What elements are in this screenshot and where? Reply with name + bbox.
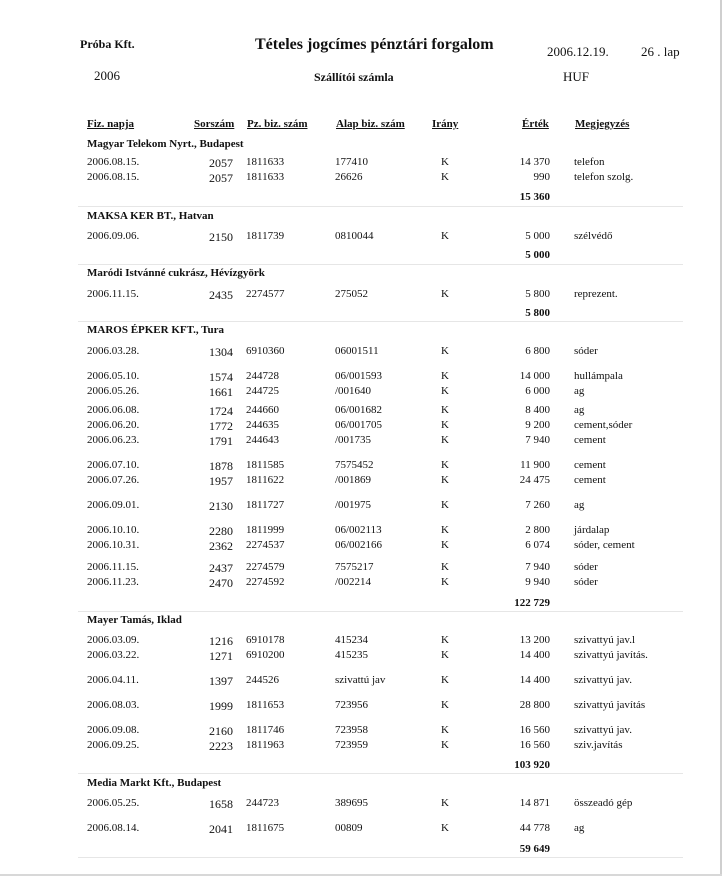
table-row [0,739,722,753]
cell-megjegyzes: ag [574,385,585,397]
cell-irany: K [441,674,449,686]
cell-alap: 415234 [335,634,368,646]
cell-irany: K [441,345,449,357]
cell-ertek: 6 800 [525,345,550,357]
col-header-megjegyzes: Megjegyzés [575,118,630,130]
cell-date: 2006.05.26. [87,385,140,397]
cell-irany: K [441,822,449,834]
table-row [0,674,722,688]
cell-ertek: 6 000 [525,385,550,397]
report-subtitle: Szállítói számla [314,70,394,84]
cell-irany: K [441,649,449,661]
cell-irany: K [441,171,449,183]
cell-alap: 06/001593 [335,370,383,382]
cell-megjegyzes: szivattyú jav.l [574,634,635,646]
cell-date: 2006.09.01. [87,499,140,511]
cell-sorszam: 1772 [209,419,233,433]
cell-date: 2006.04.11. [87,674,139,686]
cell-pz: 2274537 [246,539,285,551]
cell-ertek: 7 940 [525,434,550,446]
cell-sorszam: 2435 [209,288,233,302]
cell-alap: 00809 [335,822,363,834]
cell-alap: 06/001705 [335,419,383,431]
table-row [0,822,722,836]
group-total: 15 360 [519,191,550,203]
cell-date: 2006.06.23. [87,434,140,446]
cell-irany: K [441,474,449,486]
page-number: 26 . lap [641,44,680,59]
cell-ertek: 9 200 [525,419,550,431]
cell-pz: 1811585 [246,459,285,471]
col-header-irany: Irány [432,118,459,130]
cell-alap: 415235 [335,649,368,661]
cell-ertek: 2 800 [525,524,550,536]
cell-sorszam: 2160 [209,724,233,738]
cell-pz: 6910360 [246,345,285,357]
cell-ertek: 11 900 [520,459,550,471]
cell-ertek: 5 800 [525,288,550,300]
cell-pz: 1811746 [246,724,285,736]
cell-ertek: 14 400 [519,649,550,661]
cell-sorszam: 1574 [209,370,233,384]
cell-pz: 1811739 [246,230,285,242]
cell-sorszam: 2041 [209,822,233,836]
cell-pz: 2274577 [246,288,285,300]
cell-pz: 1811633 [246,171,285,183]
cell-ertek: 7 260 [525,499,550,511]
cell-sorszam: 1999 [209,699,233,713]
divider [78,857,683,858]
cell-sorszam: 2280 [209,524,233,538]
table-row [0,499,722,513]
cell-megjegyzes: szivattyú jav. [574,674,632,686]
cell-sorszam: 1957 [209,474,233,488]
col-header-ertek: Érték [522,118,549,130]
table-row [0,561,722,575]
cell-megjegyzes: telefon szolg. [574,171,634,183]
report-year: 2006 [94,68,120,83]
cell-sorszam: 1271 [209,649,233,663]
cell-date: 2006.03.28. [87,345,140,357]
cell-date: 2006.08.15. [87,156,140,168]
cell-alap: 06/002166 [335,539,383,551]
cell-pz: 1811963 [246,739,285,751]
cell-megjegyzes: járdalap [574,524,610,536]
cell-megjegyzes: cement,sóder [574,419,633,431]
cell-date: 2006.08.15. [87,171,140,183]
cell-megjegyzes: ag [574,404,585,416]
table-row [0,434,722,448]
cell-alap: 26626 [335,171,363,183]
cell-sorszam: 2150 [209,230,233,244]
cell-alap: 7575217 [335,561,374,573]
divider [78,264,683,265]
cell-megjegyzes: cement [574,434,606,446]
cell-megjegyzes: reprezent. [574,288,618,300]
group-title: MAKSA KER BT., Hatvan [87,210,214,222]
cell-pz: 244660 [246,404,279,416]
col-header-sorszam: Sorszám [194,118,235,130]
cell-pz: 1811999 [246,524,285,536]
cell-irany: K [441,499,449,511]
cell-sorszam: 1658 [209,797,233,811]
cell-megjegyzes: sóder [574,345,598,357]
cell-irany: K [441,156,449,168]
cell-date: 2006.05.25. [87,797,140,809]
cell-megjegyzes: szivattyú javítás. [574,649,648,661]
cell-date: 2006.05.10. [87,370,140,382]
table-row [0,171,722,185]
table-row [0,797,722,811]
cell-megjegyzes: sziv.javítás [574,739,623,751]
cell-date: 2006.11.23. [87,576,139,588]
cell-date: 2006.09.08. [87,724,140,736]
cell-pz: 244723 [246,797,279,809]
divider [78,206,683,207]
cell-sorszam: 1724 [209,404,233,418]
cell-irany: K [441,797,449,809]
cell-irany: K [441,385,449,397]
cell-date: 2006.08.14. [87,822,140,834]
cell-alap: 177410 [335,156,368,168]
cell-pz: 6910200 [246,649,285,661]
cell-alap: 723956 [335,699,368,711]
cell-pz: 244728 [246,370,279,382]
cell-date: 2006.03.09. [87,634,140,646]
company-name: Próba Kft. [80,37,135,51]
cell-pz: 2274592 [246,576,285,588]
cell-irany: K [441,459,449,471]
col-header-alap-biz-szam: Alap biz. szám [336,118,405,130]
cell-sorszam: 1878 [209,459,233,473]
cell-date: 2006.07.26. [87,474,140,486]
cell-megjegyzes: telefon [574,156,605,168]
cell-pz: 1811675 [246,822,285,834]
divider [78,611,683,612]
cell-irany: K [441,370,449,382]
cell-alap: /002214 [335,576,372,588]
table-row [0,634,722,648]
table-row [0,288,722,302]
cell-alap: /001869 [335,474,372,486]
cell-ertek: 14 400 [519,674,550,686]
group-total: 122 729 [514,597,550,609]
table-row [0,699,722,713]
cell-megjegyzes: cement [574,474,606,486]
cell-ertek: 13 200 [519,634,550,646]
cell-irany: K [441,724,449,736]
cell-sorszam: 1304 [209,345,233,359]
cell-ertek: 6 074 [525,539,550,551]
cell-ertek: 14 871 [519,797,550,809]
cell-irany: K [441,561,449,573]
cell-megjegyzes: cement [574,459,606,471]
table-row [0,474,722,488]
table-row [0,459,722,473]
cell-pz: 244643 [246,434,279,446]
cell-sorszam: 1661 [209,385,233,399]
cell-irany: K [441,230,449,242]
currency-label: HUF [563,69,590,84]
cell-alap: szivattú jav [335,674,386,686]
cell-megjegyzes: szélvédő [574,230,613,242]
col-header-fiz-napja: Fiz. napja [87,118,135,130]
table-row [0,230,722,244]
cell-alap: 06001511 [335,345,379,357]
group-title: Mayer Tamás, Iklad [87,614,182,626]
cell-alap: 389695 [335,797,368,809]
cell-megjegyzes: ag [574,822,585,834]
table-row [0,370,722,384]
group-title: Magyar Telekom Nyrt., Budapest [87,138,244,150]
cell-ertek: 14 370 [519,156,550,168]
cell-date: 2006.08.03. [87,699,140,711]
table-row [0,404,722,418]
cell-ertek: 14 000 [519,370,550,382]
cell-irany: K [441,539,449,551]
cell-irany: K [441,404,449,416]
group-title: Maródi Istvánné cukrász, Hévízgyörk [87,267,265,279]
report-title: Tételes jogcímes pénztári forgalom [255,36,494,53]
group-total: 59 649 [519,843,550,855]
cell-ertek: 16 560 [519,724,550,736]
cell-sorszam: 2362 [209,539,233,553]
cell-ertek: 990 [533,171,550,183]
cell-ertek: 28 800 [519,699,550,711]
cell-pz: 244635 [246,419,279,431]
group-total: 5 800 [525,307,550,319]
cell-date: 2006.11.15. [87,561,139,573]
group-title: MAROS ÉPKER KFT., Tura [87,324,225,336]
cell-alap: 275052 [335,288,368,300]
cell-irany: K [441,634,449,646]
cell-sorszam: 1791 [209,434,233,448]
cell-pz: 244725 [246,385,279,397]
cell-megjegyzes: összeadó gép [574,797,633,809]
cell-irany: K [441,434,449,446]
cell-ertek: 9 940 [525,576,550,588]
cell-megjegyzes: hullámpala [574,370,623,382]
cell-sorszam: 2130 [209,499,233,513]
cell-sorszam: 2437 [209,561,233,575]
cell-ertek: 44 778 [519,822,550,834]
table-row [0,539,722,553]
cell-alap: 0810044 [335,230,374,242]
cell-date: 2006.06.20. [87,419,140,431]
cell-sorszam: 2470 [209,576,233,590]
report-date: 2006.12.19. [547,44,609,59]
divider [78,773,683,774]
cell-pz: 1811653 [246,699,285,711]
cell-irany: K [441,576,449,588]
cell-megjegyzes: sóder [574,576,598,588]
table-row [0,649,722,663]
cell-pz: 1811622 [246,474,285,486]
cell-alap: 06/001682 [335,404,383,416]
cell-sorszam: 2057 [209,171,233,185]
cell-irany: K [441,699,449,711]
cell-date: 2006.10.31. [87,539,140,551]
cell-ertek: 16 560 [519,739,550,751]
cell-alap: 723958 [335,724,368,736]
cell-megjegyzes: ag [574,499,585,511]
cell-irany: K [441,739,449,751]
cell-sorszam: 1216 [209,634,233,648]
cell-date: 2006.09.25. [87,739,140,751]
group-total: 5 000 [525,249,550,261]
col-header-pz-biz-szam: Pz. biz. szám [247,118,308,130]
cell-irany: K [441,524,449,536]
cell-alap: 06/002113 [335,524,382,536]
table-row [0,524,722,538]
group-total: 103 920 [514,759,550,771]
cell-sorszam: 1397 [209,674,233,688]
cell-date: 2006.07.10. [87,459,140,471]
cell-pz: 2274579 [246,561,285,573]
cell-pz: 1811633 [246,156,285,168]
table-row [0,385,722,399]
cell-ertek: 7 940 [525,561,550,573]
cell-irany: K [441,419,449,431]
cell-irany: K [441,288,449,300]
cell-alap: 723959 [335,739,368,751]
cell-date: 2006.06.08. [87,404,140,416]
table-row [0,576,722,590]
cell-sorszam: 2223 [209,739,233,753]
cell-pz: 6910178 [246,634,285,646]
cell-alap: /001640 [335,385,372,397]
cell-alap: 7575452 [335,459,374,471]
cell-ertek: 24 475 [519,474,550,486]
cell-alap: /001735 [335,434,372,446]
cell-ertek: 8 400 [525,404,550,416]
cell-date: 2006.10.10. [87,524,140,536]
cell-megjegyzes: szivattyú javítás [574,699,646,711]
cell-ertek: 5 000 [525,230,550,242]
cell-pz: 244526 [246,674,279,686]
cell-megjegyzes: sóder [574,561,598,573]
cell-megjegyzes: sóder, cement [574,539,635,551]
table-row [0,156,722,170]
table-row [0,419,722,433]
cell-date: 2006.11.15. [87,288,139,300]
cell-alap: /001975 [335,499,372,511]
group-title: Media Markt Kft., Budapest [87,777,222,789]
table-row [0,345,722,359]
cell-date: 2006.03.22. [87,649,140,661]
table-row [0,724,722,738]
cell-megjegyzes: szivattyú jav. [574,724,632,736]
cell-pz: 1811727 [246,499,285,511]
cell-date: 2006.09.06. [87,230,140,242]
cell-sorszam: 2057 [209,156,233,170]
divider [78,321,683,322]
